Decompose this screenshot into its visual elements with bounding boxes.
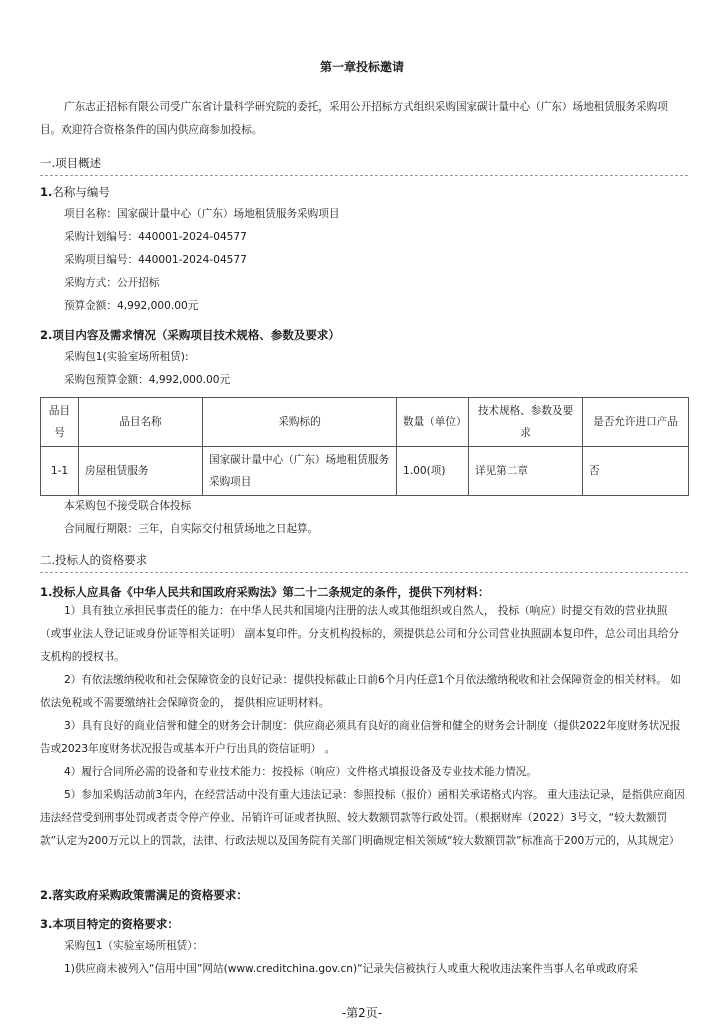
- page-number: -第2页-: [341, 1006, 383, 1020]
- section2-sub2-number: 2.: [40, 888, 53, 902]
- header-item-name: 品目名称: [79, 398, 203, 447]
- contract-term-note: 合同履行期限：三年，自实际交付租赁场地之日起算。: [64, 523, 319, 535]
- requirement-item-4: 4）履行合同所必需的设备和专业技术能力：按投标（响应）文件格式填报设备及专业技术能力情况。: [64, 766, 537, 778]
- table-row: [41, 447, 689, 496]
- requirement-item-3: 3）具有良好的商业信誉和健全的财务会计制度：供应商必须具有良好的商业信誉和健全的财务会计制度（提供2022年度财务状况报告或2023年度财务状况报告或基本开户行出具的资信证明） 。: [40, 720, 681, 755]
- header-spec: 技术规格、参数及要求: [469, 398, 583, 447]
- cell-subject: 国家碳计量中心（广东）场地租赁服务采购项目: [203, 447, 397, 496]
- section2-title: 二.投标人的资格要求: [40, 553, 148, 567]
- section2-sub3-package: 采购包1（实验室场所租赁）：: [64, 940, 204, 952]
- header-item-no: 品目号: [41, 398, 79, 447]
- section2-sub3-title: 本项目特定的资格要求：: [52, 917, 179, 931]
- section2-sub1-number: 1.: [40, 585, 53, 599]
- section1-title: 一.项目概述: [40, 156, 102, 170]
- procurement-method: 采购方式：公开招标: [64, 277, 160, 289]
- package-budget: 采购包预算金额：4,992,000.00元: [64, 374, 231, 386]
- header-subject: 采购标的: [203, 398, 397, 447]
- package-label: 采购包1(实验室场所租赁):: [64, 351, 189, 363]
- section2-sub2-heading: [40, 884, 688, 906]
- cell-item-no: 1-1: [41, 447, 79, 496]
- sub2-title: 项目内容及需求情况（采购项目技术规格、参数及要求）: [52, 328, 340, 342]
- consortium-note: 本采购包不接受联合体投标: [64, 500, 192, 512]
- intro-paragraph: 广东志正招标有限公司受广东省计量科学研究院的委托，采用公开招标方式组织采购国家碳计量中心（广东）场地租赁服务采购项目。欢迎符合资格条件的国内供应商参加投标。: [40, 101, 668, 136]
- section-divider: [40, 572, 688, 573]
- section2-sub1-title: 投标人应具备《中华人民共和国政府采购法》第二十二条规定的条件，提供下列材料：: [52, 585, 490, 599]
- page-title: 第一章投标邀请: [319, 60, 404, 74]
- cell-item-name: 房屋租赁服务: [79, 447, 203, 496]
- cell-import: 否: [583, 447, 689, 496]
- section2-sub3-number: 3.: [40, 917, 53, 931]
- sub2-number: 2.: [40, 328, 53, 342]
- section2-sub3-heading: [40, 913, 688, 935]
- sub1-heading: [40, 181, 688, 203]
- project-name: 项目名称：国家碳计量中心（广东）场地租赁服务采购项目: [64, 208, 340, 220]
- section2-sub3-item1: 1)供应商未被列入“信用中国”网站(www.creditchina.gov.cn)“记录失信被执行人或重大税收违法案件当事人名单或政府采: [64, 963, 639, 975]
- requirement-item-1: 1）具有独立承担民事责任的能力：在中华人民共和国境内注册的法人或其他组织或自然人， 投标（响应）时提交有效的营业执照（或事业法人登记证或身份证等相关证明） 副本复印件。分支机构投标的，须提供总公司和分公司营业执照副本复印件，总公司出具给分支机构的授权书。: [40, 605, 679, 663]
- sub1-number: 1.: [40, 185, 53, 199]
- plan-number: 采购计划编号：440001-2024-04577: [64, 231, 247, 243]
- header-quantity: 数量（单位）: [397, 398, 469, 447]
- section2-sub2-title: 落实政府采购政策需满足的资格要求：: [52, 888, 248, 902]
- requirement-item-5: 5）参加采购活动前3年内，在经营活动中没有重大违法记录：参照投标（报价）函相关承诺格式内容。 重大违法记录，是指供应商因违法经营受到刑事处罚或者责令停产停业、吊销许可证或者执照、较大数额罚款等行政处罚。（根据财库（2022）3号文，“较大数额罚款”认定为200万元以上的罚款，法律、行政法规以及国务院有关部门明确规定相关领域“较大数额罚款”标准高于200万元的，从其规定）: [40, 789, 685, 847]
- budget-amount: 预算金额：4,992,000.00元: [64, 300, 199, 312]
- table-header-row: [41, 398, 689, 447]
- sub2-heading: [40, 324, 688, 346]
- requirement-item-2: 2）有依法缴纳税收和社会保障资金的良好记录：提供投标截止日前6个月内任意1个月依法缴纳税收和社会保障资金的相关材料。 如依法免税或不需要缴纳社会保障资金的， 提供相应证明材料。: [40, 674, 681, 709]
- items-table: [40, 397, 689, 496]
- cell-quantity: 1.00(项): [397, 447, 469, 496]
- section-divider: [40, 175, 688, 176]
- sub1-title: 名称与编号: [52, 185, 110, 199]
- project-number: 采购项目编号：440001-2024-04577: [64, 254, 247, 266]
- cell-spec: 详见第二章: [469, 447, 583, 496]
- header-import: 是否允许进口产品: [583, 398, 689, 447]
